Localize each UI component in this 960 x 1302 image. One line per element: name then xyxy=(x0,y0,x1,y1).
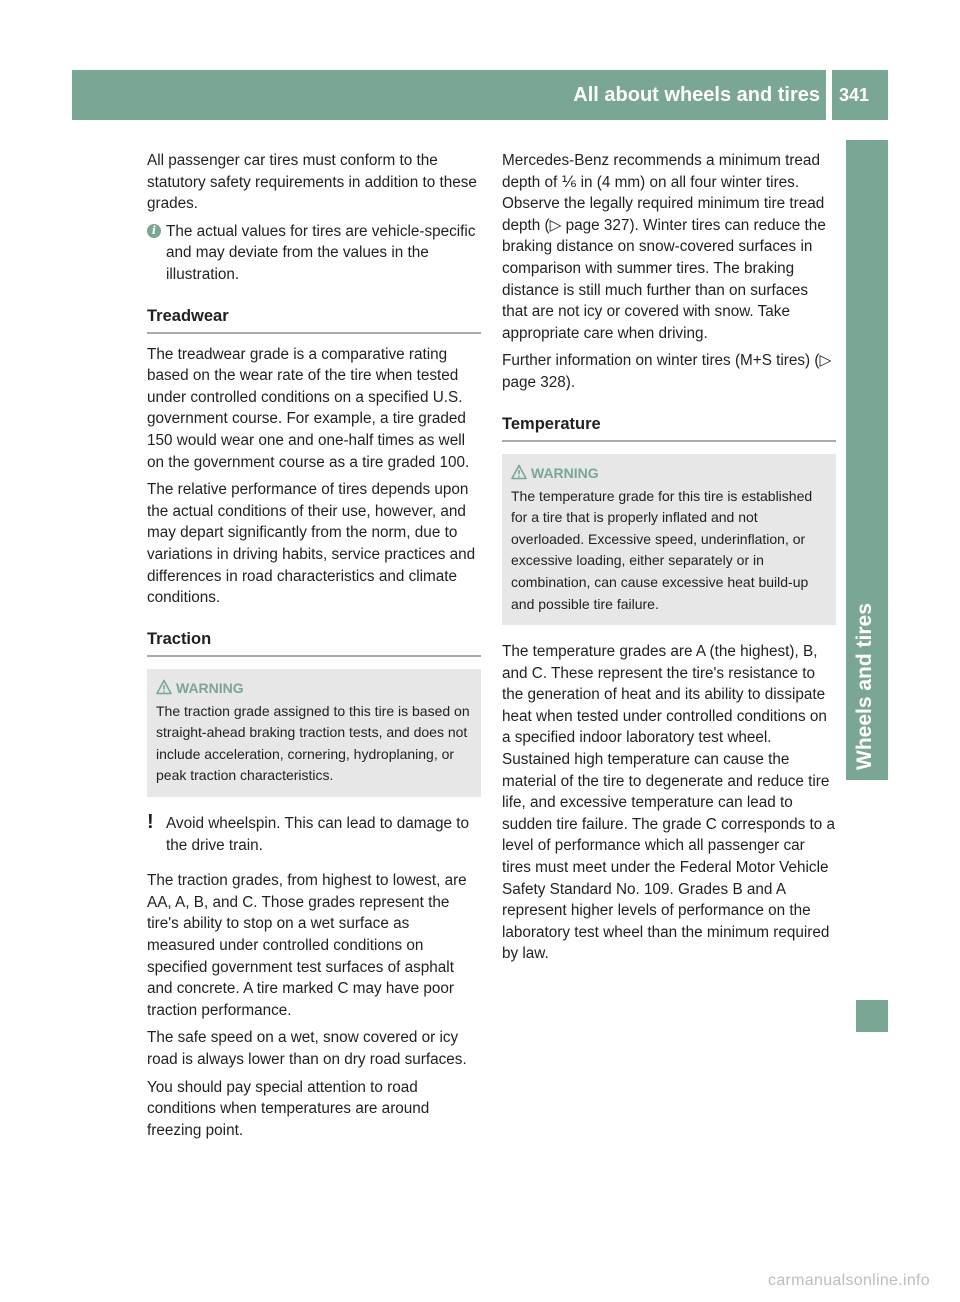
exclamation-icon: ! xyxy=(147,811,154,834)
treadwear-heading: Treadwear xyxy=(147,304,481,334)
temperature-warning-label: WARNING xyxy=(531,464,599,481)
watermark: carmanualsonline.info xyxy=(768,1272,930,1289)
temperature-warning-text: The temperature grade for this tire is established for a tire that is properly inflated and not overloaded. Excessive speed, underinflation, or excessive loading, either separately or in combination, can cause excessive heat build-up and possible tire failure. xyxy=(511,487,813,612)
info-icon: i xyxy=(147,224,161,238)
chapter-marker xyxy=(856,1000,888,1032)
winter-tires-paragraph-2: Further information on winter tires (M+S tires) (▷ page 328). xyxy=(502,352,832,391)
temperature-paragraph-1: The temperature grades are A (the highest), B, and C. These represent the tire's resistance to the generation of heat and its ability to dissipate heat when tested under controlled conditions on a specified indoor laboratory test wheel. Sustained high temperature can cause the material of the tire to degenerate and reduce tire life, and excessive temperature can lead to sudden tire failure. The grade C corresponds to a level of performance which all passenger car tires must meet under the Federal Motor Vehicle Safety Standard No. 109. Grades B and A represent higher levels of performance on the laboratory test wheel than the minimum required by law. xyxy=(502,643,836,963)
winter-tires-paragraph-1: Mercedes-Benz recommends a minimum tread depth of ⅙ in (4 mm) on all four winter tires. Observe the legally required minimum tire tread depth (▷ page 327). Winter tires can reduce the braking distance on snow-covered surfaces in comparison with summer tires. The braking distance is still much further than on surfaces that are not icy or covered with snow. Take appropriate care when driving. xyxy=(502,152,826,342)
treadwear-paragraph-1: The treadwear grade is a comparative rating based on the wear rate of the tire when tested under controlled conditions on a specified U.S. government course. For example, a tire graded 150 would wear one and one-half times as well on the government course as a tire graded 100. xyxy=(147,345,470,471)
right-column xyxy=(502,150,836,971)
traction-warning-label: WARNING xyxy=(176,679,244,696)
info-note-text: The actual values for tires are vehicle-specific and may deviate from the values in the illustration. xyxy=(166,222,476,283)
info-note xyxy=(147,221,481,286)
intro-paragraph: All passenger car tires must conform to the statutory safety requirements in addition to these grades. xyxy=(147,152,477,213)
traction-paragraph-2: The safe speed on a wet, snow covered or icy road is always lower than on dry road surfaces. xyxy=(147,1029,467,1068)
chapter-side-tab-label: Wheels and tires xyxy=(853,603,876,770)
caution-note-text: Avoid wheelspin. This can lead to damage to the drive train. xyxy=(166,815,470,854)
traction-warning-box xyxy=(147,669,481,797)
warning-triangle-icon xyxy=(511,464,527,480)
traction-paragraph-3: You should pay special attention to road conditions when temperatures are around freezing point. xyxy=(147,1078,430,1139)
warning-triangle-icon xyxy=(156,679,172,695)
section-title: All about wheels and tires xyxy=(573,84,820,106)
page-number: 341 xyxy=(832,70,888,120)
temperature-heading: Temperature xyxy=(502,412,836,442)
caution-note xyxy=(147,813,481,856)
traction-paragraph-1: The traction grades, from highest to lowest, are AA, A, B, and C. Those grades represent the tire's ability to stop on a wet surface as measured under controlled conditions on specified government test surfaces of asphalt and concrete. A tire marked C may have poor traction performance. xyxy=(147,872,467,1019)
treadwear-paragraph-2: The relative performance of tires depends upon the actual conditions of their use, however, and may depart significantly from the norm, due to variations in driving habits, service practices and differences in road characteristics and climate conditions. xyxy=(147,481,476,607)
temperature-warning-box xyxy=(502,454,836,626)
temperature-warning-header xyxy=(511,464,827,482)
traction-heading: Traction xyxy=(147,627,481,657)
traction-warning-text: The traction grade assigned to this tire is based on straight-ahead braking traction tests, and does not include acceleration, cornering, hydroplaning, or peak traction characteristics. xyxy=(156,702,470,784)
traction-warning-header xyxy=(156,679,472,697)
left-column xyxy=(147,150,481,1147)
